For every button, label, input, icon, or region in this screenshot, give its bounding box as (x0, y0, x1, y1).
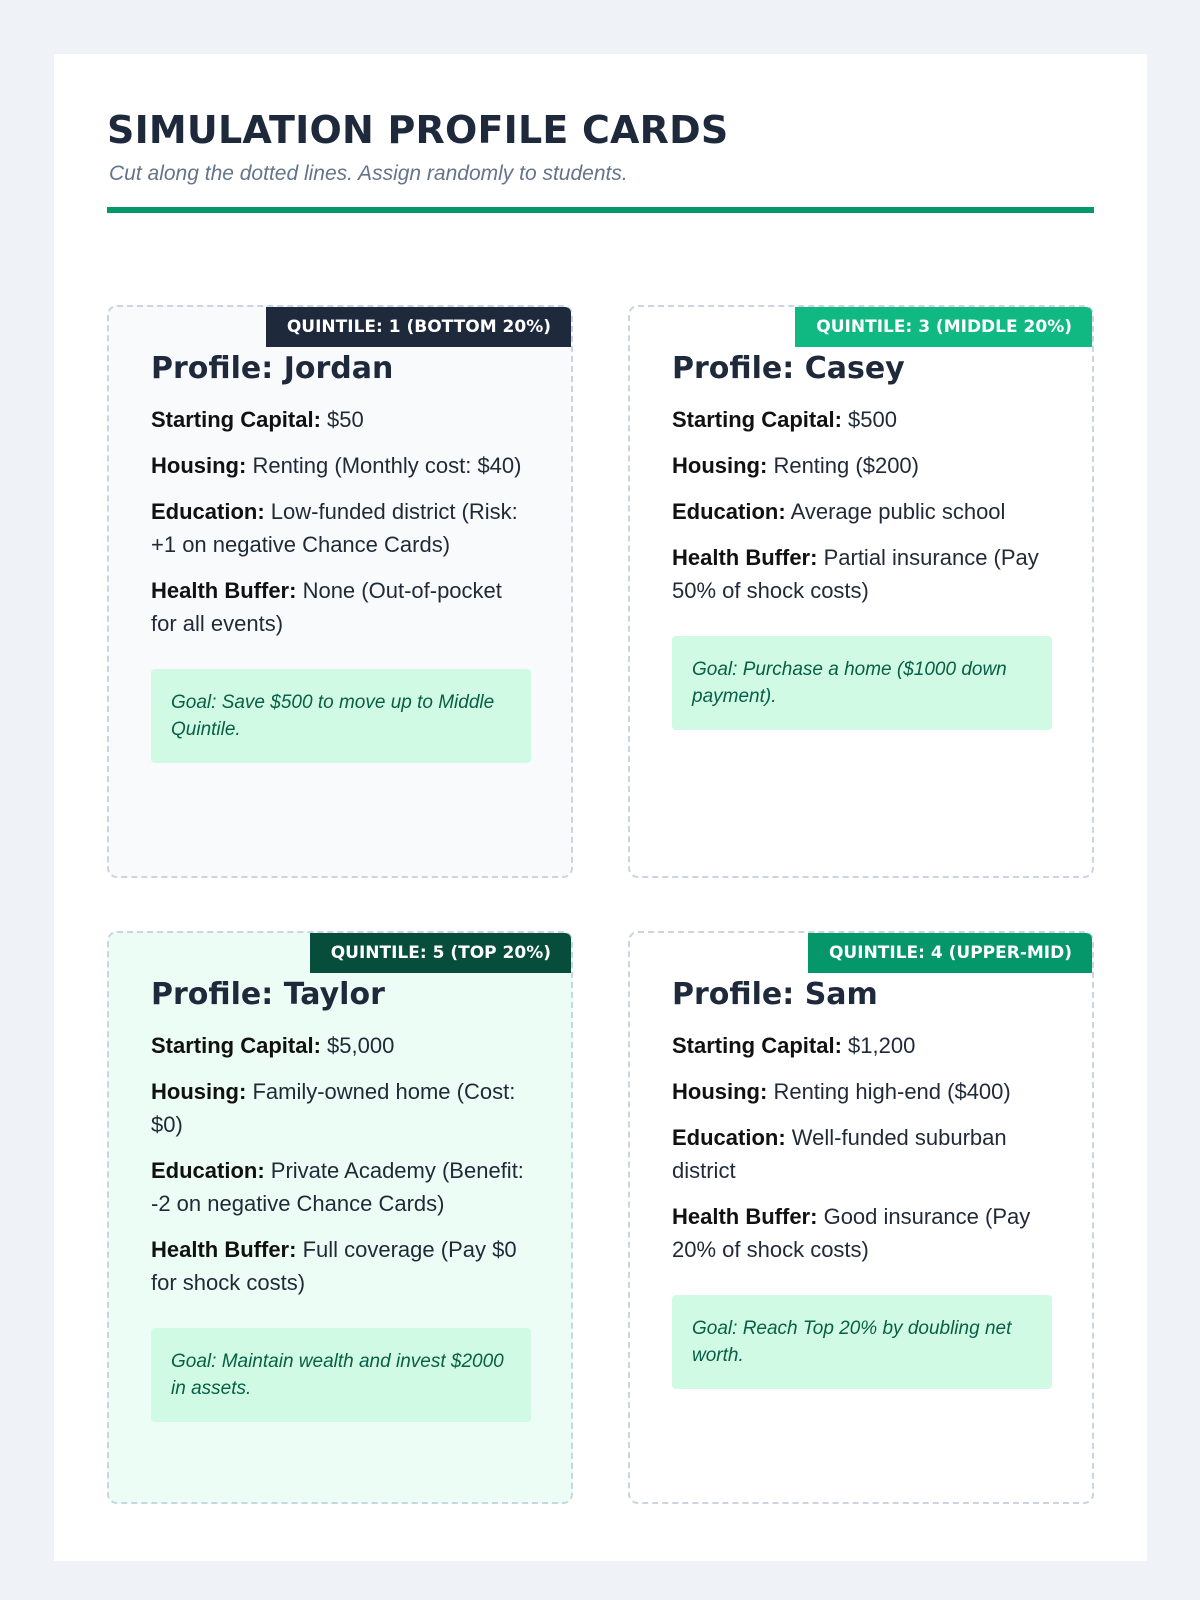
quintile-badge: QUINTILE: 5 (TOP 20%) (310, 933, 571, 973)
health-buffer-field (151, 1233, 531, 1299)
education-field (672, 495, 1052, 528)
housing-field (151, 449, 531, 482)
field-label: Education: (672, 1125, 786, 1150)
education-field (151, 495, 531, 561)
field-value: $5,000 (327, 1033, 395, 1058)
education-field (672, 1121, 1052, 1187)
field-label: Housing: (672, 453, 768, 478)
starting-capital-field (151, 1029, 531, 1062)
quintile-badge: QUINTILE: 4 (UPPER-MID) (808, 933, 1092, 973)
field-label: Education: (151, 1158, 265, 1183)
goal-box: Goal: Reach Top 20% by doubling net worth. (672, 1295, 1052, 1389)
field-value: Partial insurance (Pay 50% of shock costs) (672, 545, 1039, 603)
field-label: Housing: (672, 1079, 768, 1104)
field-label: Health Buffer: (672, 545, 818, 570)
page-title: SIMULATION PROFILE CARDS (107, 108, 729, 152)
field-value: Average public school (790, 499, 1006, 524)
housing-field (151, 1075, 531, 1141)
field-value: $50 (327, 407, 364, 432)
health-buffer-field (151, 574, 531, 640)
page-subtitle: Cut along the dotted lines. Assign randomly to students. (109, 162, 628, 185)
field-value: Renting high-end ($400) (773, 1079, 1011, 1104)
field-value: Full coverage (Pay $0 for shock costs) (151, 1237, 517, 1295)
field-value: Good insurance (Pay 20% of shock costs) (672, 1204, 1031, 1262)
field-label: Housing: (151, 453, 247, 478)
field-label: Housing: (151, 1079, 247, 1104)
starting-capital-field (672, 1029, 1052, 1062)
profile-name: Profile: Taylor (151, 977, 385, 1012)
profile-name: Profile: Jordan (151, 351, 394, 386)
profile-name: Profile: Sam (672, 977, 878, 1012)
title-divider (107, 207, 1094, 213)
field-value: $1,200 (848, 1033, 916, 1058)
health-buffer-field (672, 1200, 1052, 1266)
goal-box: Goal: Save $500 to move up to Middle Quintile. (151, 669, 531, 763)
field-value: Low-funded district (Risk: +1 on negative Chance Cards) (151, 499, 518, 557)
profile-card-sam (628, 931, 1094, 1504)
field-label: Education: (672, 499, 786, 524)
field-label: Starting Capital: (151, 407, 321, 432)
field-label: Starting Capital: (151, 1033, 321, 1058)
field-value: Well-funded suburban district (672, 1125, 1007, 1183)
field-value: $500 (848, 407, 897, 432)
health-buffer-field (672, 541, 1052, 607)
field-value: Private Academy (Benefit: -2 on negative Chance Cards) (151, 1158, 524, 1216)
goal-box: Goal: Purchase a home ($1000 down payment). (672, 636, 1052, 730)
housing-field (672, 449, 1052, 482)
starting-capital-field (672, 403, 1052, 436)
field-label: Education: (151, 499, 265, 524)
field-value: None (Out-of-pocket for all events) (151, 578, 502, 636)
goal-box: Goal: Maintain wealth and invest $2000 in assets. (151, 1328, 531, 1422)
starting-capital-field (151, 403, 531, 436)
profile-card-taylor (107, 931, 573, 1504)
profile-name: Profile: Casey (672, 351, 905, 386)
field-value: Family-owned home (Cost: $0) (151, 1079, 516, 1137)
page-sheet (54, 54, 1147, 1561)
field-label: Health Buffer: (672, 1204, 818, 1229)
quintile-badge: QUINTILE: 3 (MIDDLE 20%) (795, 307, 1092, 347)
field-label: Starting Capital: (672, 1033, 842, 1058)
field-value: Renting ($200) (773, 453, 919, 478)
profile-card-jordan (107, 305, 573, 878)
field-label: Health Buffer: (151, 1237, 297, 1262)
housing-field (672, 1075, 1052, 1108)
field-value: Renting (Monthly cost: $40) (252, 453, 522, 478)
field-label: Health Buffer: (151, 578, 297, 603)
field-label: Starting Capital: (672, 407, 842, 432)
education-field (151, 1154, 531, 1220)
quintile-badge: QUINTILE: 1 (BOTTOM 20%) (266, 307, 571, 347)
profile-card-casey (628, 305, 1094, 878)
